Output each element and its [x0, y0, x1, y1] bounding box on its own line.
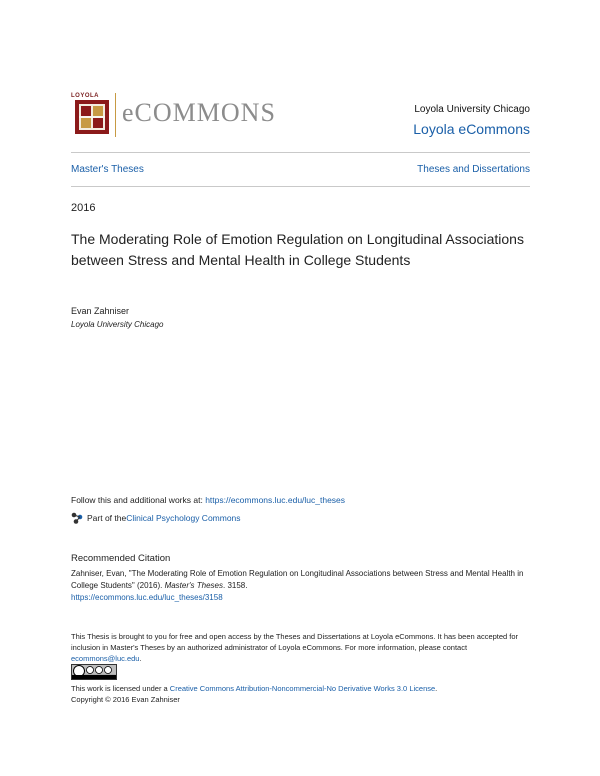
header-divider — [71, 152, 530, 153]
license-text: This work is licensed under a — [71, 684, 170, 693]
brand-name[interactable]: eCOMMONS — [122, 98, 276, 127]
license-link[interactable]: Creative Commons Attribution-Noncommercial-No Derivative Works 3.0 License — [169, 684, 436, 693]
access-notice — [71, 631, 533, 664]
citation-text: Zahniser, Evan, "The Moderating Role of Emotion Regulation on Longitudinal Associations between Stress and Mental Health in College Students" (2016). — [71, 569, 524, 590]
citation-body — [71, 568, 533, 604]
publication-year: 2016 — [71, 202, 96, 214]
follow-text: Follow this and additional works at: — [71, 495, 206, 505]
nav-divider — [71, 186, 530, 187]
license-notice — [71, 683, 533, 705]
institution-name: Loyola University Chicago — [414, 104, 530, 115]
author-name: Evan Zahniser — [71, 306, 130, 316]
contact-email-link[interactable]: ecommons@luc.edu — [71, 654, 140, 663]
part-of-text: Part of the — [87, 513, 127, 523]
logo-name: LOYOLA — [71, 93, 99, 99]
notice-end: . — [139, 654, 142, 663]
discipline-link[interactable]: Clinical Psychology Commons — [126, 513, 241, 523]
creative-commons-icon[interactable] — [71, 664, 117, 680]
author-affiliation: Loyola University Chicago — [71, 320, 164, 329]
citation-heading: Recommended Citation — [71, 553, 171, 564]
copyright-text: Copyright © 2016 Evan Zahniser — [71, 695, 180, 704]
citation-series: Master's Theses — [164, 581, 223, 590]
citation-number: . 3158. — [223, 581, 248, 590]
loyola-shield-icon[interactable] — [71, 94, 113, 136]
notice-text: This Thesis is brought to you for free and open access by the Theses and Dissertations at Loyola eCommons. It has been accepted for inclusion in Master's Theses by an authorized administrator of Loyola eCommons. For more information, please contact — [71, 632, 519, 652]
citation-link[interactable]: https://ecommons.luc.edu/luc_theses/3158 — [71, 593, 223, 602]
paper-title: The Moderating Role of Emotion Regulation on Longitudinal Associations between Stress and Mental Health in College Students — [71, 231, 524, 268]
network-icon — [71, 512, 83, 524]
follow-link[interactable]: https://ecommons.luc.edu/luc_theses — [205, 495, 346, 505]
license-end: . — [435, 684, 438, 693]
repository-link[interactable]: Loyola eCommons — [413, 121, 530, 137]
logo-divider — [115, 93, 116, 137]
follow-line — [71, 495, 345, 505]
collection-link[interactable]: Theses and Dissertations — [417, 164, 530, 175]
part-of-line — [71, 512, 241, 524]
series-link[interactable]: Master's Theses — [71, 164, 144, 175]
